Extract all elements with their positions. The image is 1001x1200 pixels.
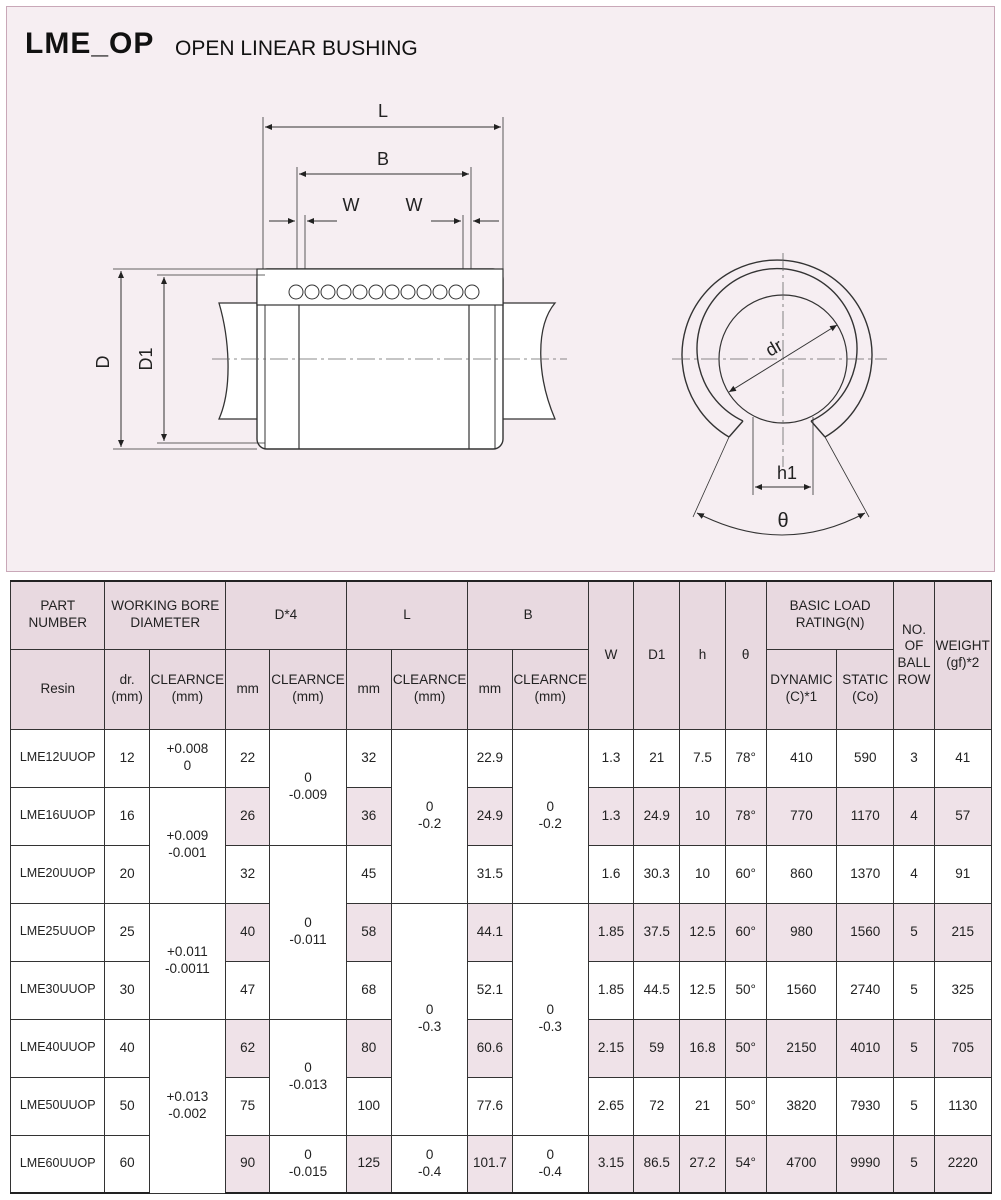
- cell-weight: 57: [934, 787, 991, 845]
- cell-w: 1.85: [588, 961, 633, 1019]
- hdr-dynamic: DYNAMIC (C)*1: [766, 649, 836, 729]
- cell-dr: 60: [105, 1135, 149, 1193]
- cell-ball-rows: 5: [894, 1135, 934, 1193]
- cell-dr-clearance: +0.008 0: [149, 729, 225, 787]
- cell-h: 10: [680, 845, 725, 903]
- hdr-weight: WEIGHT (gf)*2: [934, 581, 991, 729]
- cell-dynamic: 4700: [766, 1135, 836, 1193]
- cell-part: LME30UUOP: [11, 961, 105, 1019]
- hdr-w: W: [588, 581, 633, 729]
- cell-d1: 72: [634, 1077, 680, 1135]
- cell-theta: 78°: [725, 787, 766, 845]
- cell-h: 12.5: [680, 903, 725, 961]
- cell-part: LME12UUOP: [11, 729, 105, 787]
- drawing-panel: [6, 6, 995, 572]
- cell-w: 1.85: [588, 903, 633, 961]
- hdr-d-mm: mm: [226, 649, 270, 729]
- cell-static: 590: [837, 729, 894, 787]
- cell-d: 90: [226, 1135, 270, 1193]
- cell-static: 9990: [837, 1135, 894, 1193]
- cell-dr: 16: [105, 787, 149, 845]
- table-row: [11, 787, 992, 845]
- cell-weight: 91: [934, 845, 991, 903]
- cell-dr-clearance: +0.013 -0.002: [149, 1019, 225, 1193]
- cell-static: 2740: [837, 961, 894, 1019]
- table-row: [11, 1019, 992, 1077]
- table-row: [11, 729, 992, 787]
- cell-b: 24.9: [468, 787, 512, 845]
- cell-w: 3.15: [588, 1135, 633, 1193]
- cell-h: 7.5: [680, 729, 725, 787]
- cell-b-clearance: 0 -0.4: [512, 1135, 588, 1193]
- cell-dr-clearance: +0.011 -0.0011: [149, 903, 225, 1019]
- cell-theta: 60°: [725, 845, 766, 903]
- cell-d-clearance: 0 -0.013: [270, 1019, 346, 1135]
- cell-dr: 12: [105, 729, 149, 787]
- cell-ball-rows: 3: [894, 729, 934, 787]
- cell-static: 1370: [837, 845, 894, 903]
- cell-b: 77.6: [468, 1077, 512, 1135]
- cell-b-clearance: 0 -0.2: [512, 729, 588, 903]
- hdr-d1: D1: [634, 581, 680, 729]
- cell-w: 1.3: [588, 787, 633, 845]
- cell-ball-rows: 5: [894, 1077, 934, 1135]
- hdr-b-mm: mm: [468, 649, 512, 729]
- cell-d1: 21: [634, 729, 680, 787]
- hdr-h: h: [680, 581, 725, 729]
- cell-weight: 215: [934, 903, 991, 961]
- hdr-dr-clearance: CLEARNCE (mm): [149, 649, 225, 729]
- cell-theta: 60°: [725, 903, 766, 961]
- hdr-l-mm: mm: [346, 649, 391, 729]
- cell-l: 100: [346, 1077, 391, 1135]
- cell-d-clearance: 0 -0.015: [270, 1135, 346, 1193]
- cell-dr: 20: [105, 845, 149, 903]
- cell-l: 68: [346, 961, 391, 1019]
- hdr-l: L: [346, 581, 468, 649]
- cell-h: 16.8: [680, 1019, 725, 1077]
- dim-B-label: B: [376, 149, 390, 169]
- cell-dr: 30: [105, 961, 149, 1019]
- dim-theta-label: θ: [777, 510, 789, 532]
- spec-table: [10, 580, 992, 1194]
- dim-D-label: D: [93, 355, 113, 369]
- cell-d1: 37.5: [634, 903, 680, 961]
- cell-dr-clearance: +0.009 -0.001: [149, 787, 225, 903]
- hdr-d-clearance: CLEARNCE (mm): [270, 649, 346, 729]
- cell-d: 22: [226, 729, 270, 787]
- cell-d1: 86.5: [634, 1135, 680, 1193]
- cell-theta: 50°: [725, 961, 766, 1019]
- cell-d: 47: [226, 961, 270, 1019]
- cell-b: 101.7: [468, 1135, 512, 1193]
- cell-ball-rows: 5: [894, 1019, 934, 1077]
- cell-dr: 25: [105, 903, 149, 961]
- cell-ball-rows: 5: [894, 961, 934, 1019]
- cell-d1: 24.9: [634, 787, 680, 845]
- cell-weight: 325: [934, 961, 991, 1019]
- cell-part: LME20UUOP: [11, 845, 105, 903]
- cell-ball-rows: 4: [894, 845, 934, 903]
- dim-h1-label: h1: [776, 463, 798, 483]
- product-name: OPEN LINEAR BUSHING: [175, 37, 418, 60]
- cell-theta: 50°: [725, 1019, 766, 1077]
- hdr-d: D*4: [226, 581, 347, 649]
- cell-theta: 54°: [725, 1135, 766, 1193]
- cell-l: 58: [346, 903, 391, 961]
- cell-static: 7930: [837, 1077, 894, 1135]
- hdr-part-number: PART NUMBER: [11, 581, 105, 649]
- hdr-working-bore: WORKING BORE DIAMETER: [105, 581, 226, 649]
- cell-h: 27.2: [680, 1135, 725, 1193]
- hdr-resin: Resin: [11, 649, 105, 729]
- cell-l: 36: [346, 787, 391, 845]
- cell-l: 32: [346, 729, 391, 787]
- cell-part: LME25UUOP: [11, 903, 105, 961]
- cell-d1: 44.5: [634, 961, 680, 1019]
- cell-static: 4010: [837, 1019, 894, 1077]
- cell-w: 1.3: [588, 729, 633, 787]
- table-row: [11, 903, 992, 961]
- cell-dynamic: 770: [766, 787, 836, 845]
- cell-w: 2.65: [588, 1077, 633, 1135]
- cell-d1: 59: [634, 1019, 680, 1077]
- cell-theta: 50°: [725, 1077, 766, 1135]
- cell-b: 60.6: [468, 1019, 512, 1077]
- cell-w: 1.6: [588, 845, 633, 903]
- hdr-dr-mm: dr. (mm): [105, 649, 149, 729]
- cell-dr: 40: [105, 1019, 149, 1077]
- cell-part: LME60UUOP: [11, 1135, 105, 1193]
- cell-h: 21: [680, 1077, 725, 1135]
- cell-d: 26: [226, 787, 270, 845]
- cell-h: 12.5: [680, 961, 725, 1019]
- cell-l: 80: [346, 1019, 391, 1077]
- cell-dynamic: 980: [766, 903, 836, 961]
- cell-b: 52.1: [468, 961, 512, 1019]
- hdr-basic-load: BASIC LOAD RATING(N): [766, 581, 894, 649]
- cell-weight: 705: [934, 1019, 991, 1077]
- cell-d-clearance: 0 -0.009: [270, 729, 346, 845]
- dim-W-label-left: W: [342, 195, 360, 215]
- dim-W-label-right: W: [405, 195, 423, 215]
- technical-drawing: [7, 7, 996, 573]
- cell-l-clearance: 0 -0.2: [391, 729, 467, 903]
- cell-dynamic: 2150: [766, 1019, 836, 1077]
- cell-ball-rows: 4: [894, 787, 934, 845]
- cell-d1: 30.3: [634, 845, 680, 903]
- cell-dynamic: 1560: [766, 961, 836, 1019]
- cell-weight: 1130: [934, 1077, 991, 1135]
- hdr-l-clearance: CLEARNCE (mm): [391, 649, 467, 729]
- cell-b-clearance: 0 -0.3: [512, 903, 588, 1135]
- cell-l-clearance: 0 -0.3: [391, 903, 467, 1135]
- hdr-b: B: [468, 581, 589, 649]
- cell-static: 1170: [837, 787, 894, 845]
- cell-dynamic: 3820: [766, 1077, 836, 1135]
- cell-l: 45: [346, 845, 391, 903]
- cell-dynamic: 410: [766, 729, 836, 787]
- cell-h: 10: [680, 787, 725, 845]
- hdr-ball-row: NO. OF BALL ROW: [894, 581, 934, 729]
- cell-static: 1560: [837, 903, 894, 961]
- dim-dr-label: dr: [762, 335, 786, 361]
- hdr-static: STATIC (Co): [837, 649, 894, 729]
- cell-weight: 2220: [934, 1135, 991, 1193]
- cell-l: 125: [346, 1135, 391, 1193]
- hdr-b-clearance: CLEARNCE (mm): [512, 649, 588, 729]
- cell-part: LME16UUOP: [11, 787, 105, 845]
- cell-b: 31.5: [468, 845, 512, 903]
- cell-weight: 41: [934, 729, 991, 787]
- hdr-theta: θ: [725, 581, 766, 729]
- cell-dr: 50: [105, 1077, 149, 1135]
- cell-b: 22.9: [468, 729, 512, 787]
- cell-theta: 78°: [725, 729, 766, 787]
- cell-d: 40: [226, 903, 270, 961]
- cell-dynamic: 860: [766, 845, 836, 903]
- dim-D1-label: D1: [136, 347, 156, 371]
- cell-w: 2.15: [588, 1019, 633, 1077]
- cell-d: 75: [226, 1077, 270, 1135]
- cell-d: 32: [226, 845, 270, 903]
- product-code: LME_OP: [25, 27, 155, 60]
- cell-d: 62: [226, 1019, 270, 1077]
- cell-ball-rows: 5: [894, 903, 934, 961]
- dim-L-label: L: [377, 101, 389, 121]
- cell-part: LME50UUOP: [11, 1077, 105, 1135]
- cell-b: 44.1: [468, 903, 512, 961]
- cell-d-clearance: 0 -0.011: [270, 845, 346, 1019]
- cell-l-clearance: 0 -0.4: [391, 1135, 467, 1193]
- cell-part: LME40UUOP: [11, 1019, 105, 1077]
